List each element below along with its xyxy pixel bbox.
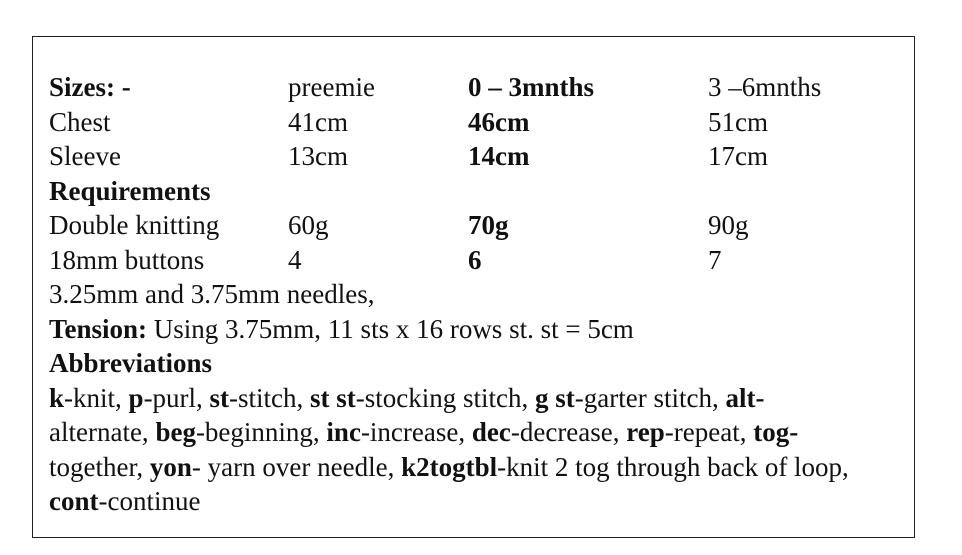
sleeve-0-3: 14cm	[468, 141, 530, 171]
abbr-st: st-stitch,	[209, 382, 311, 413]
abbr-cont: cont-continue	[49, 486, 201, 516]
size-3-6-months: 3 –6mnths	[708, 72, 822, 102]
yarn-0-3: 70g	[468, 210, 509, 240]
requirements-heading: Requirements	[49, 175, 211, 206]
chest-row	[49, 105, 899, 140]
abbr-yon: yon- yarn over needle,	[149, 451, 402, 482]
yarn-label: Double knitting	[49, 210, 220, 240]
abbr-tog: tog- together,	[49, 417, 799, 482]
yarn-3-6: 90g	[708, 210, 749, 240]
sizes-row	[49, 70, 899, 105]
sleeve-3-6: 17cm	[708, 141, 768, 171]
abbr-alt: alt- alternate,	[49, 382, 765, 447]
abbr-beg: beg-beginning,	[155, 417, 327, 447]
yarn-preemie: 60g	[288, 210, 329, 240]
abbr-st-st: st st-stocking stitch,	[310, 382, 536, 413]
abbreviations-heading-row	[49, 346, 899, 381]
chest-3-6: 51cm	[708, 106, 768, 137]
sleeve-preemie: 13cm	[288, 141, 348, 171]
abbr-rep: rep-repeat,	[626, 417, 754, 447]
yarn-row	[49, 208, 899, 243]
abbr-g-st: g st-garter stitch,	[535, 382, 726, 413]
sleeve-row	[49, 139, 899, 174]
requirements-row	[49, 174, 899, 209]
abbreviations-heading: Abbreviations	[49, 348, 213, 378]
tension-line	[49, 312, 899, 347]
tension-text: Using 3.75mm, 11 sts x 16 rows st. st = 5cm	[147, 313, 634, 344]
buttons-label: 18mm buttons	[49, 244, 205, 275]
abbreviations-list	[49, 381, 899, 519]
abbr-p: p-purl,	[128, 382, 210, 413]
size-preemie: preemie	[288, 72, 375, 102]
size-0-3-months: 0 – 3mnths	[468, 72, 595, 102]
chest-preemie: 41cm	[288, 106, 348, 137]
tension-label: Tension:	[49, 313, 148, 344]
pattern-content	[49, 70, 899, 519]
buttons-preemie: 4	[288, 244, 302, 275]
buttons-0-3: 6	[468, 244, 482, 275]
buttons-row	[49, 243, 899, 278]
needles-line	[49, 277, 899, 312]
chest-label: Chest	[49, 106, 111, 137]
buttons-3-6: 7	[708, 244, 722, 275]
abbr-dec: dec-decrease,	[471, 417, 627, 447]
abbr-k2togtbl: k2togtbl-knit 2 tog through back of loop,	[401, 451, 849, 482]
needles-text: 3.25mm and 3.75mm needles,	[49, 279, 375, 309]
sizes-label: Sizes: -	[49, 72, 131, 102]
chest-0-3: 46cm	[468, 106, 530, 137]
abbr-inc: inc-increase,	[326, 417, 472, 447]
abbr-k: k-knit,	[49, 382, 129, 413]
sleeve-label: Sleeve	[49, 141, 121, 171]
